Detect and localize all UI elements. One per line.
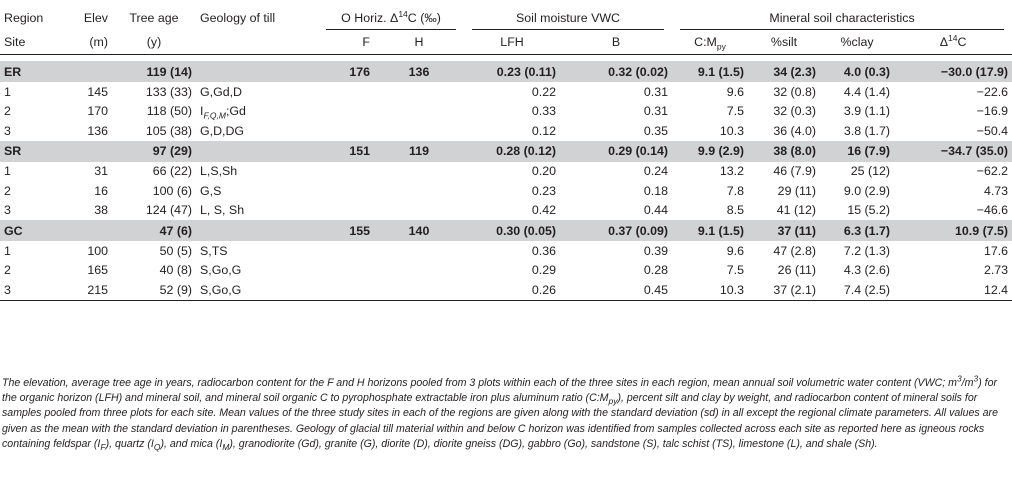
d14c-cell: 4.73 [983, 183, 1009, 198]
col-header-b: B [560, 30, 672, 55]
table-row [0, 280, 1012, 300]
table-row [0, 201, 1012, 221]
elev-cell [58, 141, 112, 162]
age-cell: 97 (29) [112, 141, 196, 162]
d14c-cell: 17.6 [983, 243, 1009, 258]
clay-cell: 16 (7.9) [820, 141, 894, 162]
silt-cell: 32 (0.3) [773, 104, 817, 119]
cm-cell: 10.3 [672, 280, 748, 300]
age-cell: 119 (14) [112, 61, 196, 82]
lfh-cell: 0.12 [531, 123, 557, 138]
elev-cell: 16 [94, 183, 108, 198]
table-caption: The elevation, average tree age in years, radiocarbon content for the F and H horizons pooled from 3 plots within each of the three sites in each region, mean annual soil volumetric water content (VWC; $m^3/m^3$) for the organic horizon (LFH) and mineral soil, and mineral soil organic C to pyrophosphate extractable iron plus aluminum ratio $(C:M_{py})$, percent silt and clay by weight, and radiocarbon content of mineral soils for samples pooled from three plots for each site. Mean values of the three study sites in each of the regions are given along with the standard deviation (sd) in all except the regional climate parameters. All values are given as the mean with the standard deviation in parentheses. Geology of glacial till material within and below C horizon was identified from samples collected across each site as reported here as igneous rocks containing feldspar $(I_F)$, quartz $(I_Q)$, and mica $(I_M)$, granodiorite (Gd), granite (G), diorite (D), diorite gneiss (DG), gabbro (Go), sandstone (S), talc schist (TS), limestone (L), and shale (Sh). [2, 373, 998, 452]
cm-cell: 10.3 [719, 123, 745, 138]
f-cell [318, 82, 374, 102]
table-body [0, 61, 1012, 300]
site-cell: 2 [4, 183, 11, 198]
b-cell: 0.18 [643, 183, 669, 198]
lfh-cell: 0.28 (0.12) [464, 141, 560, 162]
geology-cell: S,TS [200, 243, 228, 258]
site-cell: 3 [4, 123, 11, 138]
silt-cell: 29 (11) [777, 183, 817, 198]
silt-cell: 37 (11) [748, 220, 820, 241]
h-cell [374, 162, 464, 182]
header-row-2 [0, 30, 1012, 55]
table-row [0, 162, 1012, 182]
table-row [0, 261, 1012, 281]
age-cell: 40 (8) [159, 263, 192, 278]
age-cell: 133 (33) [145, 84, 192, 99]
col-header-tree-age: Tree age [129, 11, 179, 25]
geology-cell: G,D,DG [200, 123, 245, 138]
table-row [0, 241, 1012, 261]
silt-cell: 38 (8.0) [748, 141, 820, 162]
geology-cell [196, 141, 318, 162]
f-cell [318, 121, 374, 141]
col-header-lfh: LFH [464, 30, 560, 55]
lfh-cell: 0.20 [531, 164, 557, 179]
geology-cell [196, 61, 318, 82]
clay-cell: 15 (5.2) [847, 203, 891, 218]
d14c-cell: −22.6 [976, 84, 1009, 99]
age-cell: 124 (47) [145, 203, 192, 218]
site-cell: 2 [4, 104, 11, 119]
d14c-cell: −46.6 [976, 203, 1009, 218]
geology-cell: S,Go,G [200, 263, 242, 278]
silt-cell: 47 (2.8) [773, 243, 817, 258]
geology-cell: G,Gd,D [200, 84, 242, 99]
f-cell: 176 [318, 61, 374, 82]
elev-cell: 31 [94, 164, 108, 179]
geology-cell: L,S,Sh [200, 164, 238, 179]
col-header-elev: Elev [83, 11, 108, 25]
d14c-cell: −50.4 [976, 123, 1009, 138]
d14c-cell: −16.9 [976, 104, 1009, 119]
col-header-elev-unit: (m) [58, 30, 112, 55]
cm-cell: 9.6 [726, 84, 745, 99]
site-cell: 1 [4, 84, 11, 99]
d14c-cell: 12.4 [894, 280, 1012, 300]
col-header-soil-moisture: Soil moisture VWC [464, 6, 672, 30]
h-cell [374, 121, 464, 141]
lfh-cell: 0.23 [531, 183, 557, 198]
elev-cell: 165 [87, 263, 108, 278]
col-header-blank [196, 30, 318, 55]
silt-cell: 37 (2.1) [748, 280, 820, 300]
silt-cell: 34 (2.3) [748, 61, 820, 82]
elev-cell: 136 [87, 123, 108, 138]
b-cell: 0.31 [643, 104, 669, 119]
lfh-cell: 0.36 [531, 243, 557, 258]
geology-cell [196, 220, 318, 241]
site-cell: 2 [4, 263, 11, 278]
cm-cell: 7.5 [726, 104, 745, 119]
cm-cell: 8.5 [726, 203, 745, 218]
silt-cell: 36 (4.0) [773, 123, 817, 138]
region-summary-row [0, 141, 1012, 162]
col-header-age-unit: (y) [112, 30, 196, 55]
lfh-cell: 0.26 [464, 280, 560, 300]
region-summary-row [0, 220, 1012, 241]
b-cell: 0.39 [643, 243, 669, 258]
f-cell [318, 261, 374, 281]
lfh-cell: 0.23 (0.11) [464, 61, 560, 82]
col-header-d14c: $\Delta^{14}C$ [894, 30, 1012, 55]
d14c-cell: 10.9 (7.5) [894, 220, 1012, 241]
elev-cell [58, 61, 112, 82]
f-cell [318, 201, 374, 221]
d14c-cell: −34.7 (35.0) [894, 141, 1012, 162]
b-cell: 0.29 (0.14) [560, 141, 672, 162]
age-cell: 47 (6) [112, 220, 196, 241]
col-header-silt: %silt [748, 30, 820, 55]
table-row [0, 82, 1012, 102]
silt-cell: 41 (12) [776, 203, 817, 218]
b-cell: 0.35 [643, 123, 669, 138]
b-cell: 0.28 [643, 263, 669, 278]
h-cell: 140 [374, 220, 464, 241]
b-cell: 0.31 [643, 84, 669, 99]
h-cell [374, 181, 464, 201]
h-cell [374, 261, 464, 281]
age-cell: 50 (5) [159, 243, 192, 258]
silt-cell: 32 (0.8) [773, 84, 817, 99]
age-cell: 118 (50) [146, 104, 192, 119]
f-cell [318, 241, 374, 261]
lfh-cell: 0.33 [531, 104, 557, 119]
table-row [0, 102, 1012, 122]
f-cell: 155 [318, 220, 374, 241]
f-cell [318, 280, 374, 300]
clay-cell: 3.8 (1.7) [843, 123, 891, 138]
region-cell: ER [0, 61, 58, 82]
table-row [0, 181, 1012, 201]
data-table [0, 6, 1012, 301]
elev-cell: 170 [87, 104, 108, 119]
lfh-cell: 0.30 (0.05) [464, 220, 560, 241]
region-cell: SR [0, 141, 58, 162]
geology-cell: L, S, Sh [200, 203, 245, 218]
site-cell: 3 [0, 280, 58, 300]
lfh-cell: 0.42 [531, 203, 557, 218]
elev-cell: 145 [87, 84, 108, 99]
h-cell [374, 201, 464, 221]
col-header-site: Site [0, 30, 58, 55]
cm-cell: 9.6 [726, 243, 745, 258]
b-cell: 0.44 [643, 203, 669, 218]
lfh-cell: 0.22 [531, 84, 557, 99]
h-cell [374, 102, 464, 122]
clay-cell: 25 (12) [850, 164, 891, 179]
col-header-f: F [318, 30, 374, 55]
col-header-o-horiz: O Horiz. $\Delta^{14}C$ (‰) [318, 6, 464, 30]
cm-cell: 13.2 [719, 164, 745, 179]
clay-cell: 7.2 (1.3) [843, 243, 891, 258]
elev-cell: 100 [87, 243, 108, 258]
b-cell: 0.45 [560, 280, 672, 300]
site-cell: 1 [4, 164, 11, 179]
d14c-cell: −30.0 (17.9) [894, 61, 1012, 82]
elev-cell [58, 220, 112, 241]
h-cell [374, 280, 464, 300]
col-header-mineral: Mineral soil characteristics [672, 6, 1012, 30]
clay-cell: 6.3 (1.7) [820, 220, 894, 241]
clay-cell: 4.4 (1.4) [843, 84, 891, 99]
clay-cell: 3.9 (1.1) [843, 104, 891, 119]
header-row-1 [0, 6, 1012, 30]
clay-cell: 7.4 (2.5) [820, 280, 894, 300]
site-cell: 1 [4, 243, 11, 258]
col-header-region: Region [4, 11, 44, 25]
f-cell: 151 [318, 141, 374, 162]
cm-cell: 9.9 (2.9) [672, 141, 748, 162]
elev-cell: 215 [58, 280, 112, 300]
col-header-cm: $C:M_{py}$ [672, 30, 748, 55]
cm-cell: 9.1 (1.5) [672, 220, 748, 241]
f-cell [318, 162, 374, 182]
age-cell: 100 (6) [152, 183, 192, 198]
b-cell: 0.37 (0.09) [560, 220, 672, 241]
geology-cell: S,Go,G [196, 280, 318, 300]
age-cell: 66 (22) [152, 164, 192, 179]
h-cell: 119 [374, 141, 464, 162]
d14c-cell: 2.73 [983, 263, 1009, 278]
silt-cell: 26 (11) [777, 263, 817, 278]
silt-cell: 46 (7.9) [773, 164, 817, 179]
col-header-geology: Geology of till [200, 11, 276, 25]
cm-cell: 7.8 [726, 183, 745, 198]
h-cell: 136 [374, 61, 464, 82]
f-cell [318, 102, 374, 122]
age-cell: 52 (9) [112, 280, 196, 300]
clay-cell: 9.0 (2.9) [843, 183, 891, 198]
col-header-h: H [374, 30, 464, 55]
h-cell [374, 241, 464, 261]
h-cell [374, 82, 464, 102]
lfh-cell: 0.29 [531, 263, 557, 278]
b-cell: 0.24 [643, 164, 669, 179]
clay-cell: 4.0 (0.3) [820, 61, 894, 82]
b-cell: 0.32 (0.02) [560, 61, 672, 82]
table-row [0, 121, 1012, 141]
cm-cell: 9.1 (1.5) [672, 61, 748, 82]
geology-cell: $I_{F,Q,M};Gd$ [200, 104, 246, 121]
site-cell: 3 [4, 203, 11, 218]
col-header-clay: %clay [820, 30, 894, 55]
d14c-cell: −62.2 [976, 164, 1009, 179]
clay-cell: 4.3 (2.6) [843, 263, 891, 278]
age-cell: 105 (38) [145, 123, 192, 138]
elev-cell: 38 [94, 203, 108, 218]
region-cell: GC [0, 220, 58, 241]
region-summary-row [0, 61, 1012, 82]
cm-cell: 7.5 [726, 263, 745, 278]
f-cell [318, 181, 374, 201]
geology-cell: G,S [200, 183, 222, 198]
